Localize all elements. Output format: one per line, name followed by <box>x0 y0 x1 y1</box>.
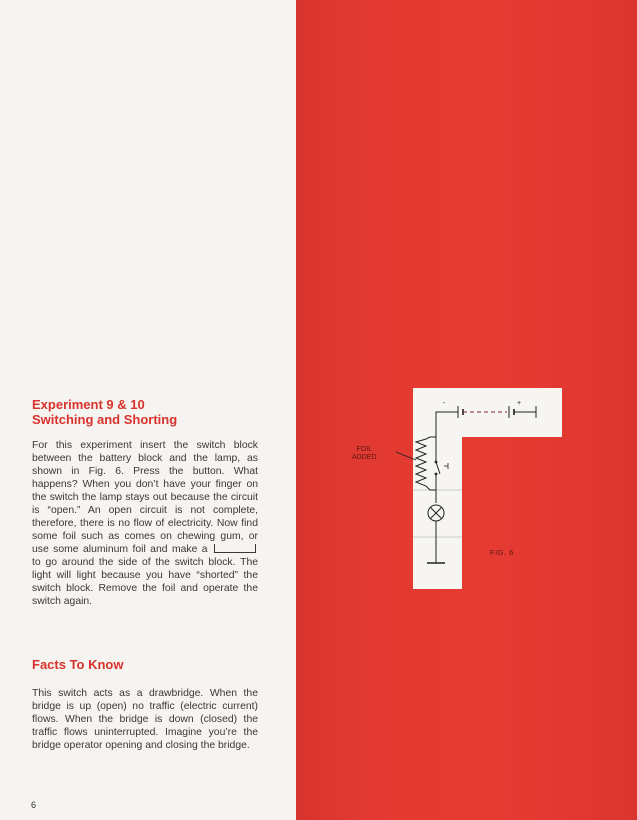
switch-contact <box>435 461 438 464</box>
experiment-paragraph-part1: For this experiment insert the switch block between the battery block and the lamp, as shown in Fig. 6. Press the button. What happens? When you don’t have your finger on the switch the lamp stays out because the circuit is “open.” An open circuit is not complete, therefore, there is no flow of electricity. Now find some foil such as comes on chewing gum, or use some aluminum foil and make a <box>32 440 258 555</box>
foil-label-line2: ADDED <box>352 454 377 461</box>
figure-label: FIG. 6 <box>490 548 514 557</box>
experiment-title-line2: Switching and Shorting <box>32 412 178 427</box>
experiment-paragraph-part2: to go around the side of the switch block. The light will light because you have “shorted” the switch block. Remove the foil and operate the switch again. <box>32 557 258 607</box>
minus-sign: - <box>443 400 446 407</box>
facts-paragraph: This switch acts as a drawbridge. When the bridge is up (open) no traffic (electric current) flows. When the bridge is down (closed) the traffic flows uninterrupted. Imagine you’re the bridge operator opening and closing the bridge. <box>32 688 258 751</box>
plus-sign: + <box>517 400 522 407</box>
page-number: 6 <box>31 800 37 810</box>
facts-title: Facts To Know <box>32 657 124 672</box>
foil-label-line1: FOIL <box>356 446 373 453</box>
experiment-title-line1: Experiment 9 & 10 <box>32 397 145 412</box>
foil-added-label <box>352 446 377 462</box>
